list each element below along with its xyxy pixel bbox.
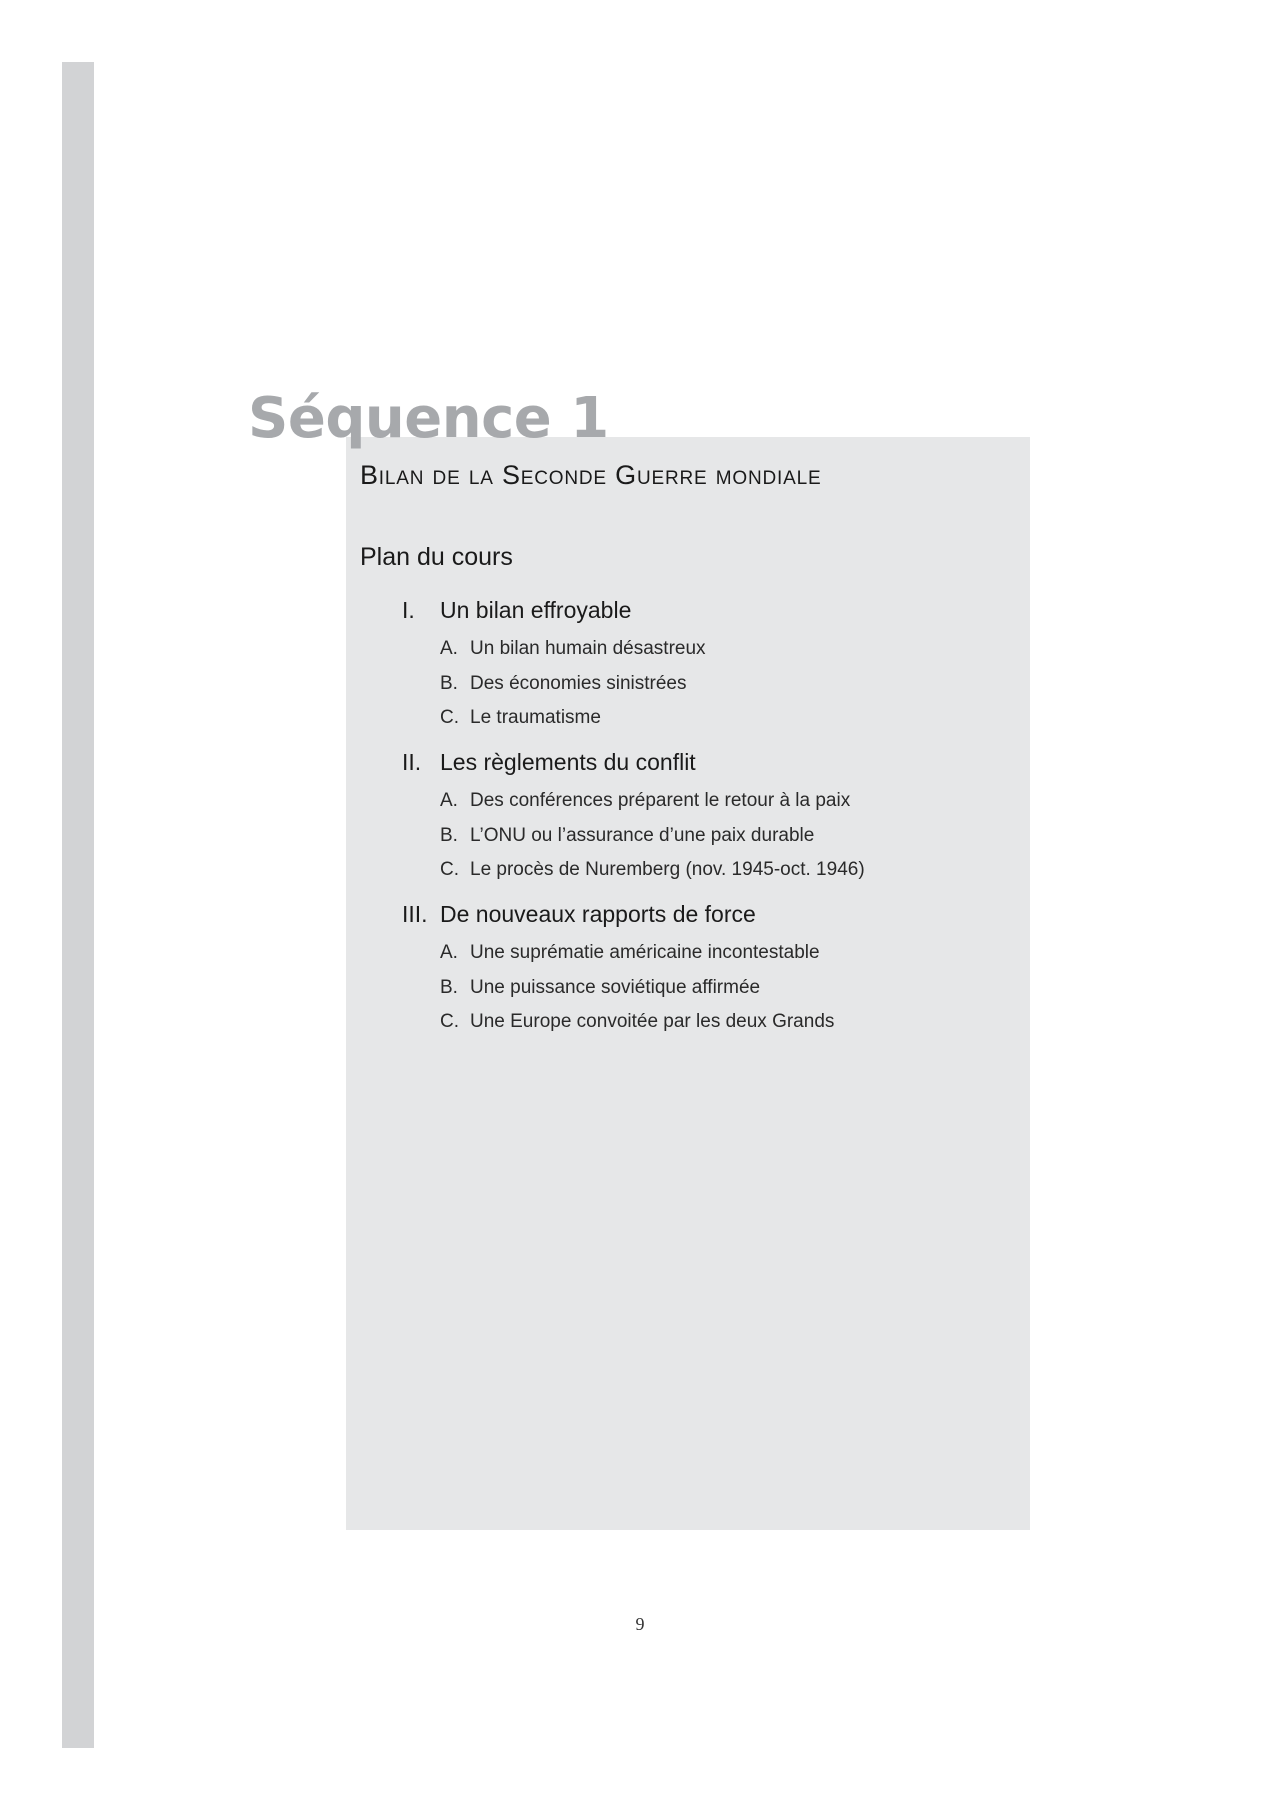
plan-section-3 — [402, 898, 1002, 1040]
subsection-text: Le procès de Nuremberg (nov. 1945-oct. 1946) — [470, 859, 865, 880]
subsection-list — [402, 784, 1002, 888]
section-heading — [402, 594, 1002, 626]
subsection-letter: C. — [440, 707, 459, 728]
subsection-item — [440, 819, 1002, 854]
subsection-item — [440, 667, 1002, 702]
subsection-letter: C. — [440, 1011, 459, 1032]
subsection-text: L’ONU ou l’assurance d’une paix durable — [470, 824, 815, 846]
sequence-subtitle: Bilan de la Seconde Guerre mondiale — [360, 460, 822, 490]
subsection-letter: C. — [440, 859, 459, 880]
subsection-item — [440, 971, 1002, 1006]
subsection-letter: A. — [440, 638, 458, 659]
subsection-item — [440, 1005, 1002, 1040]
plan-section-1 — [402, 594, 1002, 736]
plan-title: Plan du cours — [360, 543, 513, 571]
subsection-list — [402, 632, 1002, 736]
side-margin-bar — [62, 62, 94, 1748]
plan-section-2 — [402, 746, 1002, 888]
sequence-title: Séquence 1 — [248, 386, 609, 451]
subsection-text: Le traumatisme — [470, 707, 601, 728]
subsection-letter: B. — [440, 672, 458, 694]
subsection-item — [440, 632, 1002, 667]
section-title: Un bilan effroyable — [440, 597, 632, 623]
subsection-list — [402, 936, 1002, 1040]
subsection-text: Une suprématie américaine incontestable — [470, 942, 820, 963]
section-heading — [402, 898, 1002, 930]
subsection-text: Un bilan humain désastreux — [470, 638, 706, 659]
subsection-letter: B. — [440, 824, 458, 846]
subsection-item — [440, 936, 1002, 971]
section-title: De nouveaux rapports de force — [440, 901, 756, 927]
section-number: I. — [402, 597, 415, 623]
subsection-text: Des économies sinistrées — [470, 672, 687, 694]
subsection-item — [440, 701, 1002, 736]
section-title: Les règlements du conflit — [440, 749, 696, 775]
subsection-item — [440, 784, 1002, 819]
section-number: II. — [402, 749, 422, 775]
subsection-letter: B. — [440, 976, 458, 998]
subsection-letter: A. — [440, 942, 458, 963]
subsection-text: Une puissance soviétique affirmée — [470, 976, 761, 998]
subsection-text: Une Europe convoitée par les deux Grands — [470, 1011, 835, 1032]
section-number: III. — [402, 901, 428, 927]
subsection-item — [440, 853, 1002, 888]
subsection-letter: A. — [440, 790, 458, 811]
section-heading — [402, 746, 1002, 778]
subsection-text: Des conférences préparent le retour à la paix — [470, 790, 851, 811]
page-number: 9 — [635, 1614, 645, 1634]
